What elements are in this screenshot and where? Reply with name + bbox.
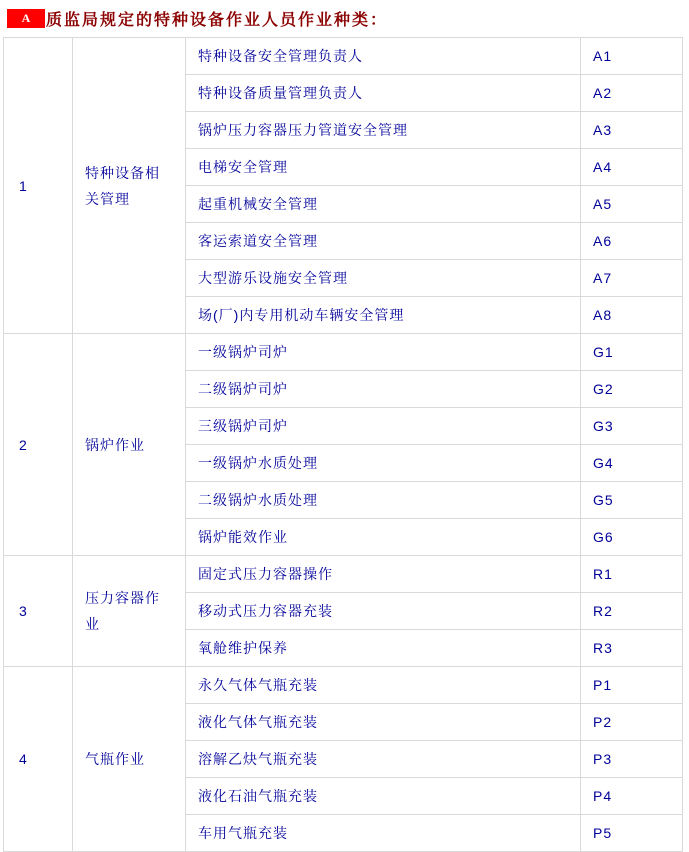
job-name: 锅炉压力容器压力管道安全管理 (186, 112, 581, 149)
job-name: 起重机械安全管理 (186, 186, 581, 223)
job-name: 液化石油气瓶充装 (186, 778, 581, 815)
job-name: 大型游乐设施安全管理 (186, 260, 581, 297)
job-code: P4 (581, 778, 683, 815)
group-number: 1 (4, 38, 73, 334)
job-code: G4 (581, 445, 683, 482)
job-code: A7 (581, 260, 683, 297)
job-categories-table (3, 37, 683, 852)
job-name: 溶解乙炔气瓶充装 (186, 741, 581, 778)
job-code: G6 (581, 519, 683, 556)
job-code: A5 (581, 186, 683, 223)
job-code: G3 (581, 408, 683, 445)
job-name: 一级锅炉水质处理 (186, 445, 581, 482)
section-badge-label: A (21, 11, 31, 25)
job-name: 场(厂)内专用机动车辆安全管理 (186, 297, 581, 334)
job-code: G1 (581, 334, 683, 371)
job-name: 移动式压力容器充装 (186, 593, 581, 630)
job-code: R2 (581, 593, 683, 630)
job-code: A2 (581, 75, 683, 112)
group-number: 3 (4, 556, 73, 667)
job-code: R1 (581, 556, 683, 593)
job-name: 一级锅炉司炉 (186, 334, 581, 371)
job-name: 二级锅炉水质处理 (186, 482, 581, 519)
job-code: P2 (581, 704, 683, 741)
job-code: R3 (581, 630, 683, 667)
job-name: 固定式压力容器操作 (186, 556, 581, 593)
job-name: 氧舱维护保养 (186, 630, 581, 667)
page-title: 质监局规定的特种设备作业人员作业种类： (46, 12, 389, 29)
job-name: 电梯安全管理 (186, 149, 581, 186)
job-name: 三级锅炉司炉 (186, 408, 581, 445)
job-name: 锅炉能效作业 (186, 519, 581, 556)
section-badge (7, 9, 45, 28)
job-code: A3 (581, 112, 683, 149)
table-row (4, 38, 683, 75)
job-name: 车用气瓶充装 (186, 815, 581, 852)
table-row (4, 556, 683, 593)
job-name: 液化气体气瓶充装 (186, 704, 581, 741)
group-category: 锅炉作业 (73, 334, 186, 556)
job-name: 特种设备安全管理负责人 (186, 38, 581, 75)
job-code: A6 (581, 223, 683, 260)
job-code: G5 (581, 482, 683, 519)
job-code: P5 (581, 815, 683, 852)
group-category: 特种设备相关管理 (73, 38, 186, 334)
table-row (4, 667, 683, 704)
group-number: 4 (4, 667, 73, 852)
job-name: 特种设备质量管理负责人 (186, 75, 581, 112)
job-code: A1 (581, 38, 683, 75)
job-name: 二级锅炉司炉 (186, 371, 581, 408)
group-number: 2 (4, 334, 73, 556)
table-row (4, 334, 683, 371)
job-code: A8 (581, 297, 683, 334)
job-name: 永久气体气瓶充装 (186, 667, 581, 704)
job-code: P1 (581, 667, 683, 704)
job-code: G2 (581, 371, 683, 408)
job-code: A4 (581, 149, 683, 186)
page-header (0, 0, 689, 31)
group-category: 气瓶作业 (73, 667, 186, 852)
job-name: 客运索道安全管理 (186, 223, 581, 260)
job-code: P3 (581, 741, 683, 778)
group-category: 压力容器作业 (73, 556, 186, 667)
